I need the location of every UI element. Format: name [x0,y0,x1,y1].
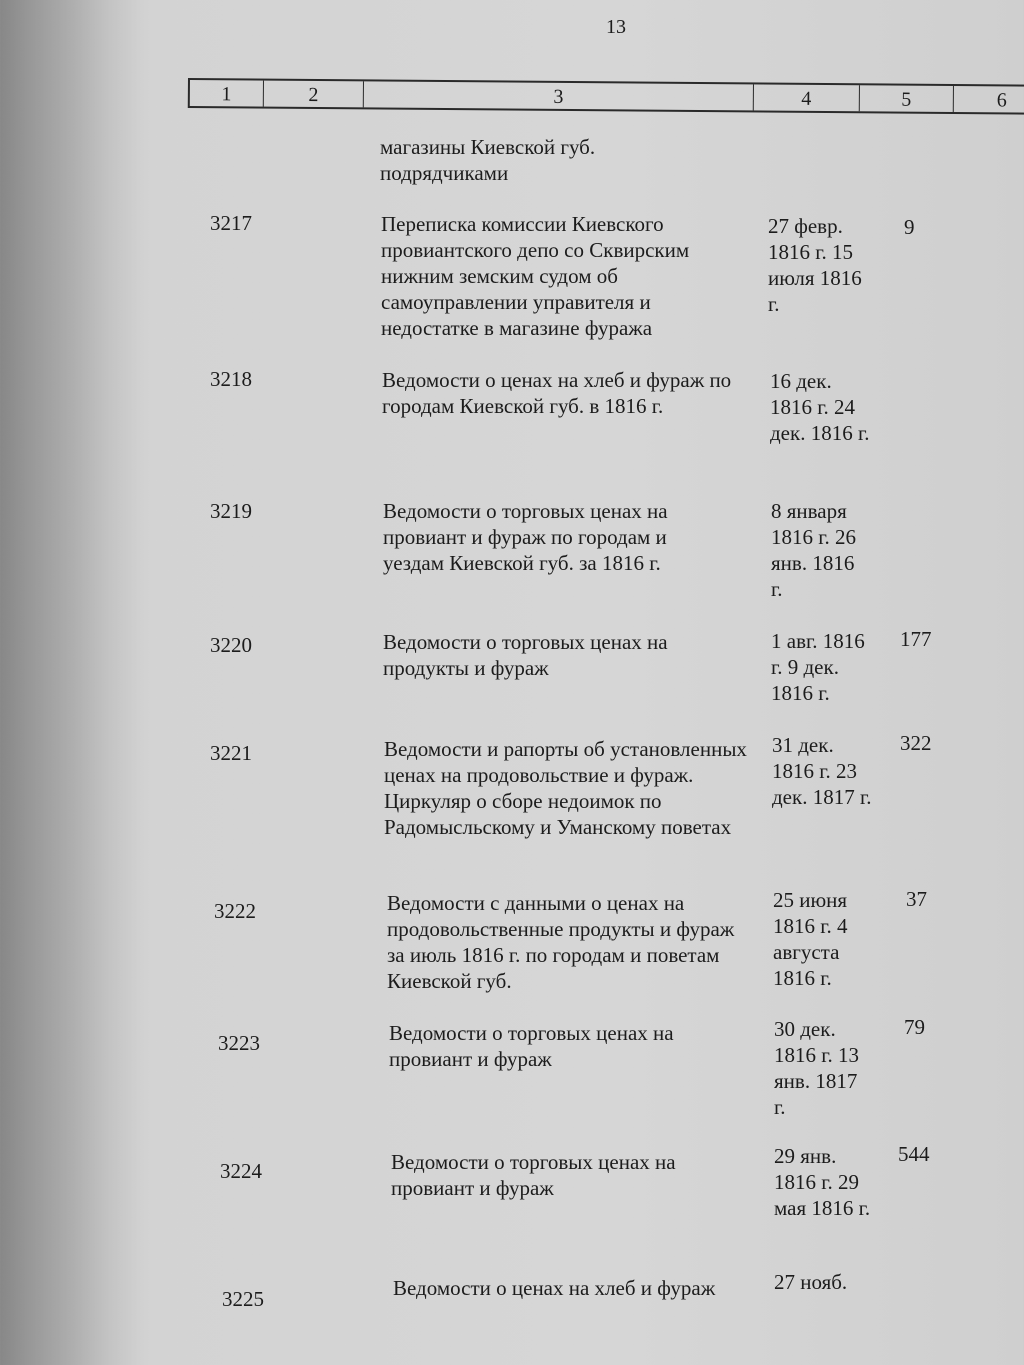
entry-number: 3219 [210,499,252,523]
column-header-3: 3 [364,81,754,110]
column-header-row [188,78,1024,115]
entry-sheet-count: 9 [904,215,915,239]
entry-number: 3225 [222,1287,264,1311]
entry-sheet-count: 544 [898,1142,930,1166]
column-header-6: 6 [996,89,1007,112]
entry-description: Ведомости и рапорты об установленных ценах на продовольствие и фураж. Циркуляр о сборе недоимок по Радомысльскому и Уманскому поветах [384,737,747,839]
entry-sheet-count: 177 [900,627,932,651]
entry-number: 3224 [220,1159,262,1183]
page-gutter-shadow [0,0,140,1365]
entry-description: Ведомости с данными о ценах на продовольственные продукты и фураж за июль 1816 г. по городам и поветам Киевской губ. [387,891,735,993]
entry-number: 3221 [210,741,252,765]
entry-description: Ведомости о торговых ценах на провиант и фураж [389,1021,674,1071]
entry-description: Ведомости о торговых ценах на провиант и фураж по городам и уездам Киевской губ. за 1816 г. [383,499,668,575]
entry-sheet-count: 322 [900,731,932,755]
page-number: 13 [606,16,626,38]
entry-dates: 29 янв. 1816 г. 29 мая 1816 г. [774,1144,871,1220]
column-header-2: 2 [264,81,364,108]
column-header-1: 1 [190,80,264,107]
entry-number: 3222 [214,899,256,923]
entry-dates: 25 июня 1816 г. 4 августа 1816 г. [773,888,848,990]
entry-dates: 16 дек. 1816 г. 24 дек. 1816 г. [770,369,870,445]
entry-dates: 30 дек. 1816 г. 13 янв. 1817 г. [774,1017,859,1119]
entry-description: Ведомости о торговых ценах на провиант и фураж [391,1150,676,1200]
entry-description: Переписка комиссии Киевского провиантского депо со Сквирским нижним земским судом об самоуправлении управителя и недостатке в магазине фуража [381,212,690,340]
column-header-5: 5 [860,85,954,112]
entry-number: 3223 [218,1031,260,1055]
entry-sheet-count: 79 [904,1015,925,1039]
entry-dates: 8 января 1816 г. 26 янв. 1816 г. [771,499,856,601]
entry-description: Ведомости о ценах на хлеб и фураж [393,1276,716,1300]
entry-number: 3218 [210,367,252,391]
entry-description: Ведомости о торговых ценах на продукты и фураж [383,630,668,680]
entry-description: Ведомости о ценах на хлеб и фураж по городам Киевской губ. в 1816 г. [382,368,732,418]
continuation-text: магазины Киевской губ. подрядчиками [380,135,596,185]
entry-dates: 1 авг. 1816 г. 9 дек. 1816 г. [771,629,865,705]
entry-dates: 27 нояб. [774,1270,848,1294]
column-header-4: 4 [754,84,860,111]
entry-number: 3220 [210,633,252,657]
entry-sheet-count: 37 [906,887,927,911]
entry-dates: 27 февр. 1816 г. 15 июля 1816 г. [768,214,862,316]
entry-dates: 31 дек. 1816 г. 23 дек. 1817 г. [772,733,872,809]
entry-number: 3217 [210,211,252,235]
